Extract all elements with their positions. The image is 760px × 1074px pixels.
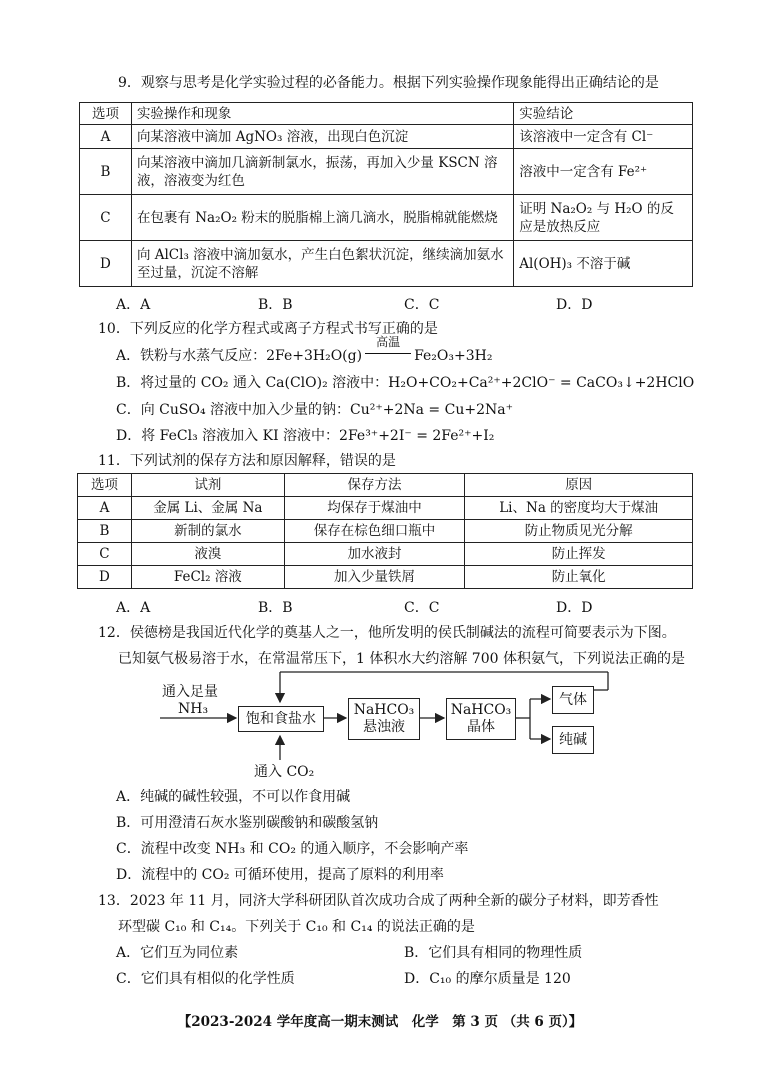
q9-header-conclusion: 实验结论 xyxy=(514,103,693,125)
flow-box-suspension-line1: NaHCO₃ xyxy=(353,702,415,718)
flow-box-crystal xyxy=(446,698,516,740)
q10-option-a xyxy=(116,335,493,365)
q9-row-operation: 在包裹有 Na₂O₂ 粉末的脱脂棉上滴几滴水，脱脂棉就能燃烧 xyxy=(131,195,513,241)
q9-row-conclusion: Al(OH)₃ 不溶于碱 xyxy=(514,241,693,287)
flow-box-crystal-line1: NaHCO₃ xyxy=(450,702,512,718)
table-row xyxy=(78,566,693,589)
q11-header-option: 选项 xyxy=(78,474,132,497)
table-row xyxy=(78,543,693,566)
q11-cell: 均保存于煤油中 xyxy=(284,497,465,520)
q11-cell: Li、Na 的密度均大于煤油 xyxy=(465,497,693,520)
q11-choice-a: A．A xyxy=(116,600,151,616)
q11-cell: B xyxy=(78,520,132,543)
q11-cell: A xyxy=(78,497,132,520)
table-row xyxy=(78,497,693,520)
flow-box-brine: 饱和食盐水 xyxy=(238,706,324,732)
q12-option-d: D．流程中的 CO₂ 可循环使用，提高了原料的利用率 xyxy=(116,867,444,883)
q11-cell: 新制的氯水 xyxy=(131,520,284,543)
q10-option-a-left: A．铁粉与水蒸气反应：2Fe+3H₂O(g) xyxy=(116,348,363,364)
q9-choice-d: D．D xyxy=(556,297,593,313)
q11-cell: 保存在棕色细口瓶中 xyxy=(284,520,465,543)
q11-header-reason: 原因 xyxy=(465,474,693,497)
flow-box-crystal-line2: 晶体 xyxy=(467,719,495,735)
q9-row-option: B xyxy=(80,149,132,195)
q9-row-conclusion: 该溶液中一定含有 Cl⁻ xyxy=(514,125,693,149)
q10-stem: 10．下列反应的化学方程式或离子方程式书写正确的是 xyxy=(98,321,438,337)
q12-option-c: C．流程中改变 NH₃ 和 CO₂ 的通入顺序，不会影响产率 xyxy=(116,841,469,857)
q12-stem-line2: 已知氨气极易溶于水，在常温常压下，1 体积水大约溶解 700 体积氨气，下列说法正确的是 xyxy=(118,651,685,667)
q9-row-option: C xyxy=(80,195,132,241)
q11-choice-b: B．B xyxy=(258,600,293,616)
q11-header-method: 保存方法 xyxy=(284,474,465,497)
q11-stem: 11．下列试剂的保存方法和原因解释，错误的是 xyxy=(98,453,396,469)
table-row xyxy=(80,149,693,195)
table-row xyxy=(78,520,693,543)
q11-choice-c: C．C xyxy=(404,600,440,616)
q11-cell: 防止氧化 xyxy=(465,566,693,589)
q9-stem: 9．观察与思考是化学实验过程的必备能力。根据下列实验操作现象能得出正确结论的是 xyxy=(118,75,659,91)
flow-input-nh3-line2: NH₃ xyxy=(178,701,209,717)
q13-option-b: B．它们具有相同的物理性质 xyxy=(404,945,583,961)
flow-box-soda-ash: 纯碱 xyxy=(552,726,594,754)
flow-box-suspension-line2: 悬浊液 xyxy=(363,719,405,735)
flow-input-co2: 通入 CO₂ xyxy=(254,764,315,780)
flow-box-gas: 气体 xyxy=(552,686,594,714)
q11-cell: 防止物质见光分解 xyxy=(465,520,693,543)
q9-choice-b: B．B xyxy=(258,297,293,313)
q12-option-b: B．可用澄清石灰水鉴别碳酸钠和碳酸氢钠 xyxy=(116,815,379,831)
table-row xyxy=(80,195,693,241)
q11-cell: C xyxy=(78,543,132,566)
q10-option-c: C．向 CuSO₄ 溶液中加入少量的钠：Cu²⁺+2Na = Cu+2Na⁺ xyxy=(116,402,513,418)
flow-diagram xyxy=(150,668,610,788)
q11-cell: FeCl₂ 溶液 xyxy=(131,566,284,589)
q13-option-c: C．它们具有相似的化学性质 xyxy=(116,971,295,987)
q9-table xyxy=(79,102,693,287)
q9-row-operation: 向某溶液中滴加 AgNO₃ 溶液，出现白色沉淀 xyxy=(131,125,513,149)
table-row xyxy=(80,125,693,149)
q12-option-a: A．纯碱的碱性较强，不可以作食用碱 xyxy=(116,789,351,805)
flow-box-suspension xyxy=(348,698,420,740)
q11-table xyxy=(77,473,693,589)
flow-input-nh3-line1: 通入足量 xyxy=(162,684,218,700)
q13-stem-line2: 环型碳 C₁₀ 和 C₁₄。下列关于 C₁₀ 和 C₁₄ 的说法正确的是 xyxy=(118,919,475,935)
q10-option-a-right: Fe₂O₃+3H₂ xyxy=(414,348,493,364)
q9-header-operation: 实验操作和现象 xyxy=(131,103,513,125)
table-row xyxy=(80,241,693,287)
q9-choice-a: A．A xyxy=(116,297,151,313)
q13-stem-line1: 13．2023 年 11 月，同济大学科研团队首次成功合成了两种全新的碳分子材料，即芳香性 xyxy=(98,893,659,909)
q9-row-operation: 向 AlCl₃ 溶液中滴加氨水，产生白色絮状沉淀，继续滴加氨水至过量，沉淀不溶解 xyxy=(131,241,513,287)
q10-option-d: D．将 FeCl₃ 溶液加入 KI 溶液中：2Fe³⁺+2I⁻ = 2Fe²⁺+I₂ xyxy=(116,428,495,444)
page-footer: 【2023-2024 学年度高一期末测试 化学 第 3 页 （共 6 页）】 xyxy=(177,1014,583,1030)
q13-option-a: A．它们互为同位素 xyxy=(116,945,239,961)
q11-cell: 防止挥发 xyxy=(465,543,693,566)
q9-choice-c: C．C xyxy=(404,297,440,313)
reaction-condition: 高温 xyxy=(376,335,401,349)
q11-choice-d: D．D xyxy=(556,600,593,616)
q9-row-option: D xyxy=(80,241,132,287)
q9-row-option: A xyxy=(80,125,132,149)
q11-cell: 金属 Li、金属 Na xyxy=(131,497,284,520)
q9-row-operation: 向某溶液中滴加几滴新制氯水，振荡，再加入少量 KSCN 溶液，溶液变为红色 xyxy=(131,149,513,195)
q10-option-b: B．将过量的 CO₂ 通入 Ca(ClO)₂ 溶液中：H₂O+CO₂+Ca²⁺+2ClO⁻ = CaCO₃↓+2HClO xyxy=(116,375,695,391)
q9-row-conclusion: 溶液中一定含有 Fe²⁺ xyxy=(514,149,693,195)
q12-stem-line1: 12．侯德榜是我国近代化学的奠基人之一，他所发明的侯氏制碱法的流程可简要表示为下图。 xyxy=(98,625,676,641)
q11-cell: D xyxy=(78,566,132,589)
reaction-arrow xyxy=(362,335,414,365)
q9-header-option: 选项 xyxy=(80,103,132,125)
q11-cell: 加水液封 xyxy=(284,543,465,566)
q11-header-reagent: 试剂 xyxy=(131,474,284,497)
q13-option-d: D．C₁₀ 的摩尔质量是 120 xyxy=(404,971,571,987)
q11-cell: 液溴 xyxy=(131,543,284,566)
q11-cell: 加入少量铁屑 xyxy=(284,566,465,589)
q9-row-conclusion: 证明 Na₂O₂ 与 H₂O 的反应是放热反应 xyxy=(514,195,693,241)
